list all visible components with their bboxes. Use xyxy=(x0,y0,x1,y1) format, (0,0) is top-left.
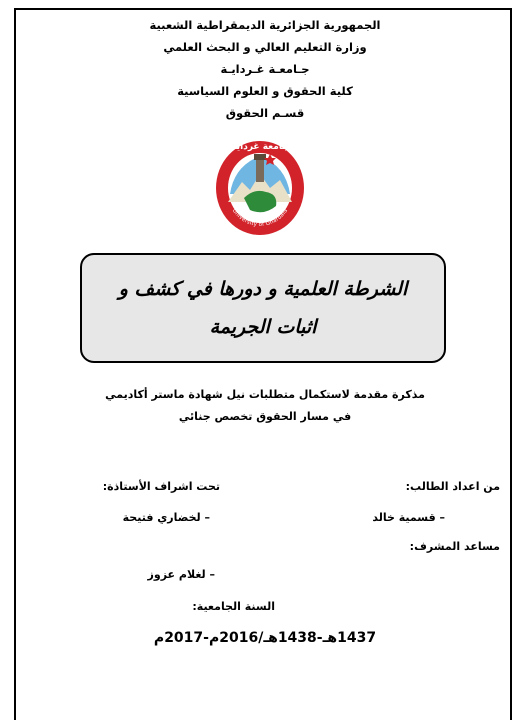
academic-year-value: 1437هـ-1438هـ/2016م-2017م xyxy=(153,630,377,646)
logo-english-text: University of Ghardaia xyxy=(230,207,290,229)
thesis-subtitle-line1: مذكرة مقدمة لاستكمال متطلبات نيل شهادة ماستر أكاديمي xyxy=(105,388,425,401)
institution-header xyxy=(0,14,530,124)
thesis-subtitle-line2: في مسار الحقوق تخصص جنائي xyxy=(178,410,352,423)
academic-year-label: السنة الجامعية: xyxy=(192,600,275,613)
university-line: جـامعـة غـردايـة xyxy=(220,62,310,76)
assistant-supervisor-label: مساعد المشرف: xyxy=(409,540,500,553)
faculty-line: كلية الحقوق و العلوم السياسية xyxy=(177,84,353,98)
student-name: – قسمية خالد xyxy=(372,511,445,524)
student-label: من اعداد الطالب: xyxy=(405,480,500,493)
assistant-supervisor-name: – لغلام عزوز xyxy=(147,568,215,581)
supervisor-name: – لخضاري فتيحة xyxy=(122,511,210,524)
thesis-title-box xyxy=(80,253,446,363)
ministry-line: وزارة التعليم العالي و البحث العلمي xyxy=(163,40,367,54)
thesis-title: الشرطة العلمية و دورها في كشف و اثبات الجريمة xyxy=(118,278,408,338)
logo-arabic-text: جامعة غرداية xyxy=(231,142,289,152)
university-logo xyxy=(214,136,306,236)
supervisor-label: تحت اشراف الأستاذة: xyxy=(102,480,220,493)
republic-line: الجمهورية الجزائرية الديمقراطية الشعبية xyxy=(149,18,381,32)
department-line: قسـم الحقوق xyxy=(225,106,305,120)
